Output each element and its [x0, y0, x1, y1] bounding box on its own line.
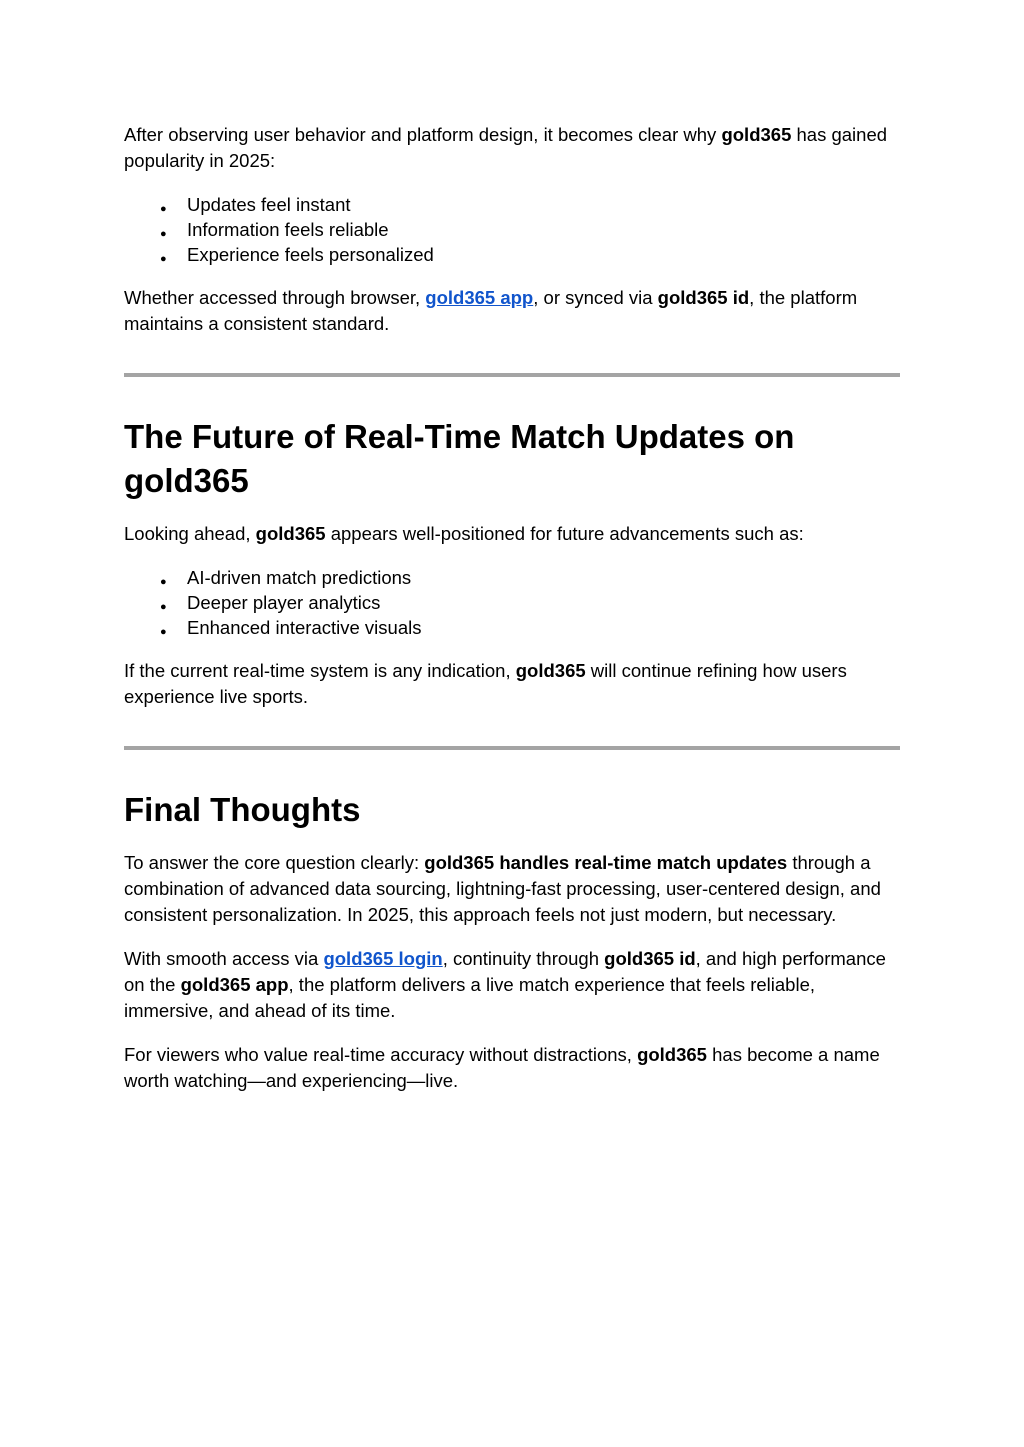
text-run: , continuity through	[442, 948, 605, 969]
text-run: With smooth access via	[124, 948, 324, 969]
horizontal-rule	[124, 746, 900, 750]
text-run: has become a name worth watching—and experiencing—live.	[124, 1044, 880, 1091]
document-content	[124, 122, 900, 1094]
paragraph	[124, 122, 900, 174]
bold-text-run: gold365	[255, 523, 326, 544]
paragraph	[124, 521, 900, 547]
text-run: , or synced via	[533, 287, 658, 308]
text-run: After observing user behavior and platform design, it becomes clear why	[124, 124, 722, 145]
text-run: appears well-positioned for future advancements such as:	[325, 523, 804, 544]
paragraph	[124, 946, 900, 1024]
gold365-app-link[interactable]: gold365 app	[425, 287, 534, 308]
bold-text-run: gold365 app	[180, 974, 289, 995]
text-run: For viewers who value real-time accuracy without distractions,	[124, 1044, 638, 1065]
paragraph	[124, 658, 900, 710]
list-item: ● Information feels reliable	[187, 217, 900, 242]
list-item: ● Deeper player analytics	[187, 590, 900, 615]
bullet-list	[124, 565, 900, 640]
paragraph	[124, 1042, 900, 1094]
list-item: ● AI-driven match predictions	[187, 565, 900, 590]
bold-text-run: gold365 id	[604, 948, 696, 969]
list-item: ● Updates feel instant	[187, 192, 900, 217]
bold-text-run: gold365	[721, 124, 792, 145]
text-run: , the platform delivers a live match experience that feels reliable, immersive, and ahead of its time.	[124, 974, 816, 1021]
list-item: ● Enhanced interactive visuals	[187, 615, 900, 640]
horizontal-rule	[124, 373, 900, 377]
bold-text-run: gold365 id	[657, 287, 750, 308]
text-run: , and high performance on the	[124, 948, 886, 995]
text-run: To answer the core question clearly:	[124, 852, 425, 873]
text-run: Looking ahead,	[124, 523, 256, 544]
text-run: , the platform maintains a consistent standard.	[124, 287, 858, 334]
section-heading: Final Thoughts	[124, 791, 361, 828]
text-run: Whether accessed through browser,	[124, 287, 426, 308]
text-run: will continue refining how users experience live sports.	[124, 660, 847, 707]
gold365-login-link[interactable]: gold365 login	[323, 948, 443, 969]
text-run: through a combination of advanced data sourcing, lightning-fast processing, user-centered design, and consistent personalization. In 2025, this approach feels not just modern, but necessary.	[124, 852, 881, 925]
bold-text-run: gold365	[515, 660, 586, 681]
paragraph	[124, 850, 900, 928]
bullet-list	[124, 192, 900, 267]
section-heading: The Future of Real-Time Match Updates on gold365	[124, 418, 795, 499]
text-run: has gained popularity in 2025:	[124, 124, 888, 171]
paragraph	[124, 285, 900, 337]
bold-text-run: gold365 handles real-time match updates	[424, 852, 788, 873]
bold-text-run: gold365	[637, 1044, 707, 1065]
text-run: If the current real-time system is any indication,	[124, 660, 516, 681]
list-item: ● Experience feels personalized	[187, 242, 900, 267]
